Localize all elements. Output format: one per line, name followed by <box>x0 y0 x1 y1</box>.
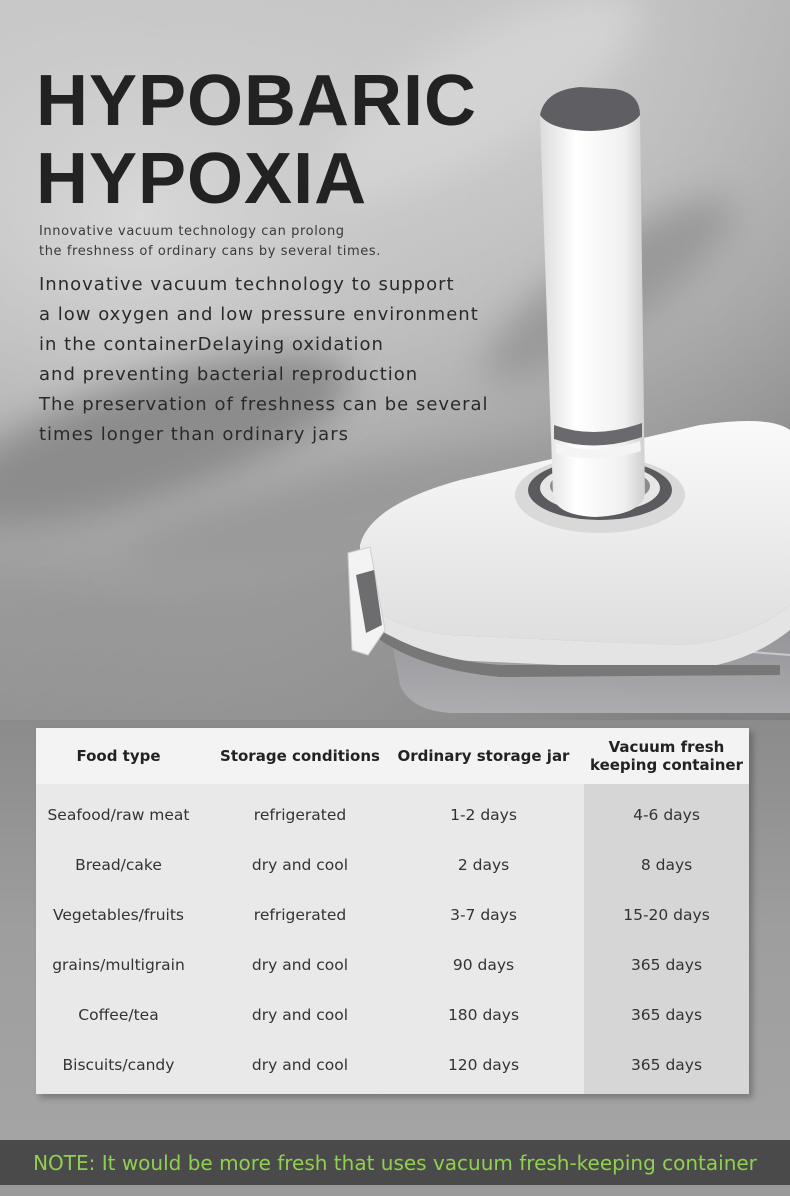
cell-storage-condition: refrigerated <box>253 806 347 824</box>
cell-ordinary-jar: 180 days <box>447 1006 520 1024</box>
cell-storage-condition: dry and cool <box>251 1006 349 1024</box>
cell-vacuum-container: 365 days <box>630 1006 703 1024</box>
cell-vacuum-container: 4-6 days <box>633 806 700 824</box>
cell-ordinary-jar: 1-2 days <box>450 806 517 824</box>
cell-food-type: Bread/cake <box>75 856 162 874</box>
header-storage-conditions: Storage conditions <box>220 747 380 765</box>
cell-storage-condition: dry and cool <box>251 1056 349 1074</box>
header-ordinary-jar: Ordinary storage jar <box>397 747 570 765</box>
cell-food-type: Vegetables/fruits <box>53 906 184 924</box>
cell-vacuum-container: 8 days <box>640 856 693 874</box>
header-food-type: Food type <box>76 747 161 765</box>
cell-food-type: Coffee/tea <box>78 1006 159 1024</box>
description-line: times longer than ordinary jars <box>39 424 349 445</box>
tagline-small <box>39 222 381 262</box>
cell-vacuum-container: 365 days <box>630 956 703 974</box>
cell-ordinary-jar: 120 days <box>447 1056 520 1074</box>
cell-storage-condition: dry and cool <box>251 856 349 874</box>
note-bar <box>0 1140 790 1185</box>
tagline-small-line: the freshness of ordinary cans by several times. <box>39 244 381 259</box>
cell-ordinary-jar: 3-7 days <box>450 906 517 924</box>
cell-food-type: Seafood/raw meat <box>47 806 190 824</box>
description-line: The preservation of freshness can be several <box>39 394 489 415</box>
bottom-strip <box>0 1185 790 1196</box>
cell-storage-condition: refrigerated <box>253 906 347 924</box>
note-text: NOTE: It would be more fresh that uses vacuum fresh-keeping container <box>33 1150 757 1175</box>
cell-vacuum-container: 15-20 days <box>623 906 710 924</box>
description-line: Innovative vacuum technology to support <box>39 274 455 295</box>
cell-food-type: grains/multigrain <box>52 956 185 974</box>
cell-vacuum-container: 365 days <box>630 1056 703 1074</box>
cell-food-type: Biscuits/candy <box>62 1056 175 1074</box>
storage-comparison-table <box>36 728 749 1094</box>
title-line-1: HYPOBARIC <box>36 61 478 141</box>
header-vacuum-container <box>584 728 749 784</box>
description-line: and preventing bacterial reproduction <box>39 364 419 385</box>
title-line-2: HYPOXIA <box>36 139 368 219</box>
page-title <box>36 62 477 218</box>
description-line: a low oxygen and low pressure environment <box>39 304 479 325</box>
description-text <box>39 270 489 450</box>
description-line: in the containerDelaying oxidation <box>39 334 384 355</box>
cell-ordinary-jar: 2 days <box>457 856 510 874</box>
header-vacuum-line-1: Vacuum fresh <box>608 738 725 756</box>
cell-storage-condition: dry and cool <box>251 956 349 974</box>
cell-ordinary-jar: 90 days <box>452 956 515 974</box>
header-vacuum-line-2: keeping container <box>590 756 743 774</box>
tagline-small-line: Innovative vacuum technology can prolong <box>39 224 345 239</box>
table-header-row <box>36 728 749 784</box>
